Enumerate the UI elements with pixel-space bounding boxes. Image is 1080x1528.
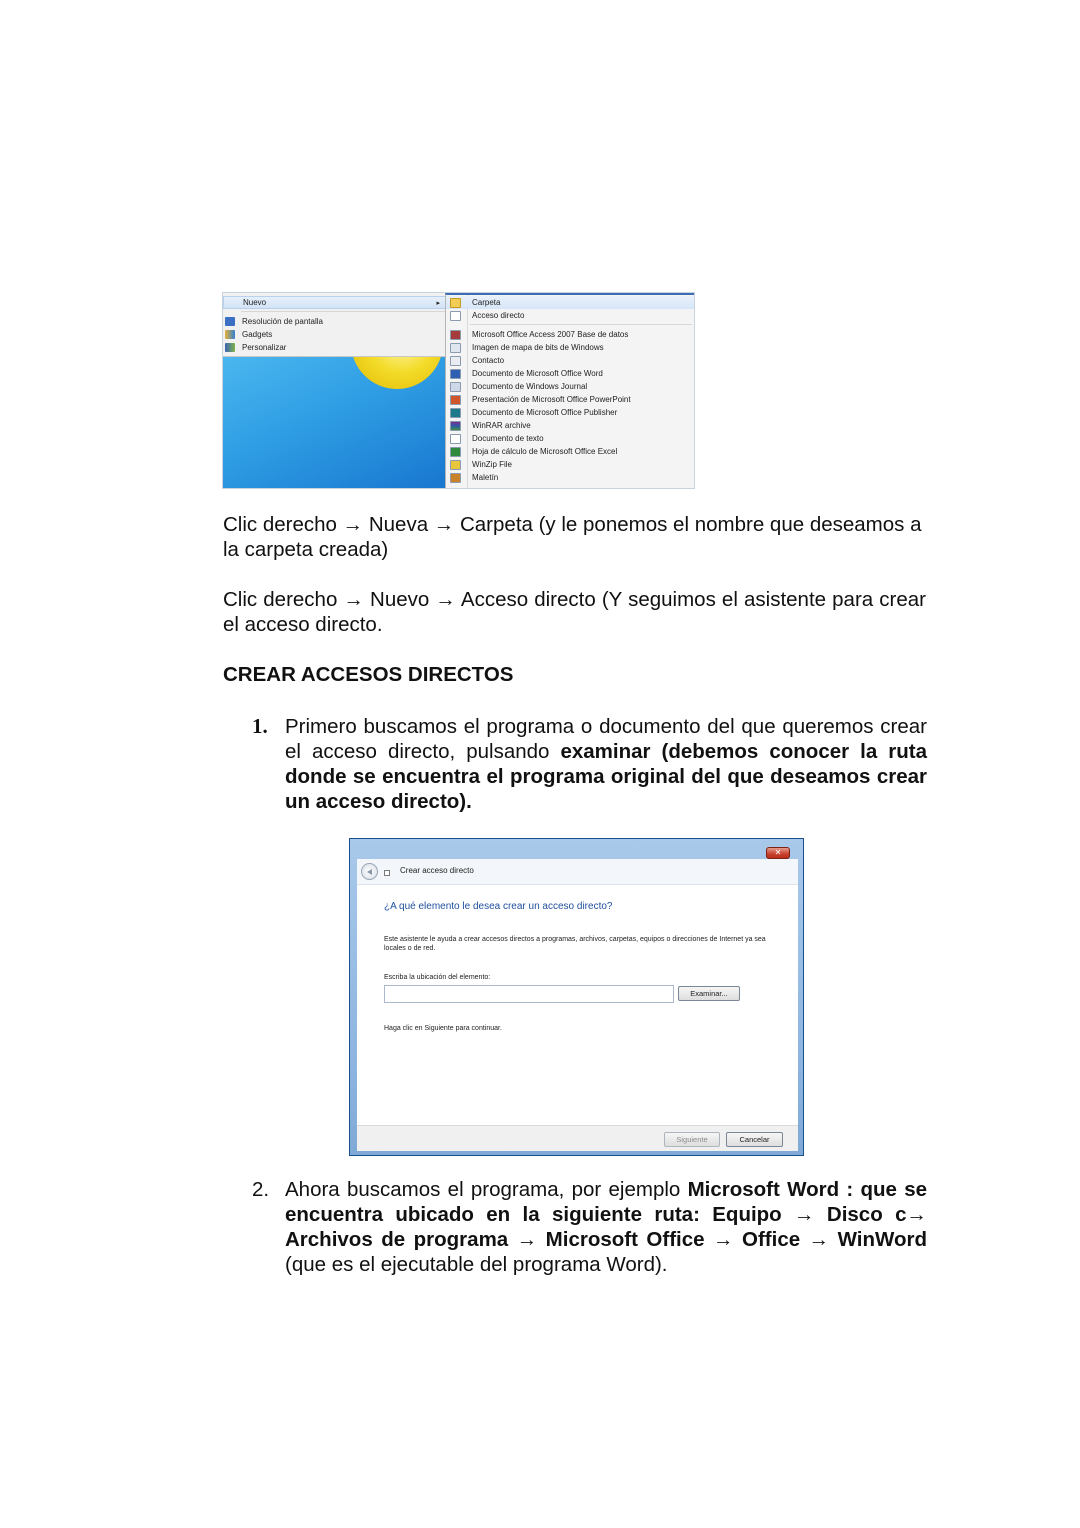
step-number: 2. <box>252 1178 270 1201</box>
step-number: 1. <box>252 714 268 738</box>
submenu-item-maletin[interactable] <box>446 471 694 484</box>
menu-item-label: Nuevo <box>243 298 267 307</box>
submenu-item-label: WinRAR archive <box>472 421 531 430</box>
submenu-item-winzip[interactable] <box>446 458 694 471</box>
shortcut-icon <box>450 311 461 321</box>
text-document-icon <box>450 434 461 444</box>
next-button[interactable]: Siguiente <box>664 1132 720 1147</box>
submenu-item-label: Presentación de Microsoft Office PowerPoint <box>472 395 631 404</box>
menu-item-resolucion[interactable] <box>223 315 447 328</box>
section-heading: CREAR ACCESOS DIRECTOS <box>223 663 514 686</box>
location-input[interactable] <box>384 985 674 1003</box>
submenu-item-label: Contacto <box>472 356 505 365</box>
context-menu <box>223 293 447 357</box>
step-text-plain: Ahora buscamos el programa, por ejemplo <box>285 1178 688 1201</box>
location-label: Escriba la ubicación del elemento: <box>384 974 491 981</box>
contact-icon <box>450 356 461 366</box>
access-icon <box>450 330 461 340</box>
submenu-item-label: Carpeta <box>472 298 501 307</box>
publisher-icon <box>450 408 461 418</box>
submenu-item-label: Documento de Microsoft Office Word <box>472 369 603 378</box>
cancel-button[interactable]: Cancelar <box>726 1132 783 1147</box>
menu-item-gadgets[interactable] <box>223 328 447 341</box>
paragraph-acceso-directo: Clic derecho → Nuevo → Acceso directo (Y seguimos el asistente para crear el acceso directo. <box>223 588 926 636</box>
submenu-item-label: Documento de texto <box>472 434 544 443</box>
submenu-arrow-icon: ▸ <box>436 300 440 307</box>
submenu-item-label: Imagen de mapa de bits de Windows <box>472 343 604 352</box>
submenu-item-powerpoint[interactable] <box>446 393 694 406</box>
submenu-item-bitmap[interactable] <box>446 341 694 354</box>
menu-item-label: Resolución de pantalla <box>242 317 323 326</box>
monitor-icon <box>225 317 235 326</box>
submenu-item-label: Documento de Windows Journal <box>472 382 588 391</box>
dialog-hint: Haga clic en Siguiente para continuar. <box>384 1025 502 1032</box>
context-menu-screenshot <box>222 292 695 489</box>
submenu-item-acceso-directo[interactable] <box>446 309 694 322</box>
submenu-item-excel[interactable] <box>446 445 694 458</box>
submenu-separator <box>470 324 692 325</box>
close-icon[interactable]: ✕ <box>766 847 790 859</box>
bitmap-icon <box>450 343 461 353</box>
submenu-item-access[interactable] <box>446 328 694 341</box>
submenu-item-label: Maletín <box>472 473 499 482</box>
browse-button[interactable]: Examinar... <box>678 986 740 1001</box>
menu-separator <box>241 311 445 312</box>
submenu-item-publisher[interactable] <box>446 406 694 419</box>
powerpoint-icon <box>450 395 461 405</box>
submenu-item-label: Microsoft Office Access 2007 Base de datos <box>472 330 629 339</box>
step-text-bold: examinar (debemos conocer la ruta donde se encuentra el programa original del que deseamos crear un acceso directo). <box>285 740 927 813</box>
journal-icon <box>450 382 461 392</box>
submenu-item-label: Acceso directo <box>472 311 525 320</box>
step-text <box>252 714 927 814</box>
submenu-item-texto[interactable] <box>446 432 694 445</box>
submenu-item-word[interactable] <box>446 367 694 380</box>
step-text-plain: Primero buscamos el programa o documento del que queremos crear el acceso directo, pulsando <box>285 715 927 763</box>
submenu-item-label: Documento de Microsoft Office Publisher <box>472 408 618 417</box>
create-shortcut-dialog <box>349 838 804 1156</box>
submenu-item-winrar[interactable] <box>446 419 694 432</box>
dialog-body <box>357 885 798 1125</box>
dialog-description: Este asistente le ayuda a crear accesos directos a programas, archivos, carpetas, equipos o direcciones de Internet ya sea locales o de red. <box>384 936 766 952</box>
submenu-nuevo <box>445 293 695 489</box>
back-arrow-icon[interactable] <box>361 863 378 880</box>
excel-icon <box>450 447 461 457</box>
submenu-item-contacto[interactable] <box>446 354 694 367</box>
step-text <box>252 1177 927 1277</box>
step-text-bold: Microsoft Word : que se encuentra ubicado en la siguiente ruta: Equipo → Disco c→ Archivos de programa → Microsoft Office → Office → WinWord <box>285 1178 927 1251</box>
submenu-item-carpeta[interactable] <box>446 296 694 309</box>
winzip-icon <box>450 460 461 470</box>
submenu-item-label: Hoja de cálculo de Microsoft Office Excel <box>472 447 618 456</box>
personalize-icon <box>225 343 235 352</box>
dialog-question: ¿A qué elemento le desea crear un acceso directo? <box>384 901 613 912</box>
briefcase-icon <box>450 473 461 483</box>
winrar-icon <box>450 421 461 431</box>
submenu-item-label: WinZip File <box>472 460 513 469</box>
step-text-tail: (que es el ejecutable del programa Word). <box>285 1253 668 1276</box>
step-2 <box>252 1177 927 1277</box>
menu-item-nuevo[interactable] <box>223 296 447 309</box>
shortcut-icon <box>384 870 390 876</box>
step-1 <box>252 714 927 814</box>
dialog-header <box>357 859 798 885</box>
menu-item-label: Gadgets <box>242 330 273 339</box>
menu-item-label: Personalizar <box>242 343 287 352</box>
dialog-title: Crear acceso directo <box>400 866 474 875</box>
dialog-footer <box>357 1125 798 1151</box>
word-icon <box>450 369 461 379</box>
submenu-item-journal[interactable] <box>446 380 694 393</box>
menu-item-personalizar[interactable] <box>223 341 447 354</box>
folder-icon <box>450 298 461 308</box>
gadgets-icon <box>225 330 235 339</box>
paragraph-nueva-carpeta: Clic derecho → Nueva → Carpeta (y le ponemos el nombre que deseamos a la carpeta creada) <box>223 513 922 561</box>
